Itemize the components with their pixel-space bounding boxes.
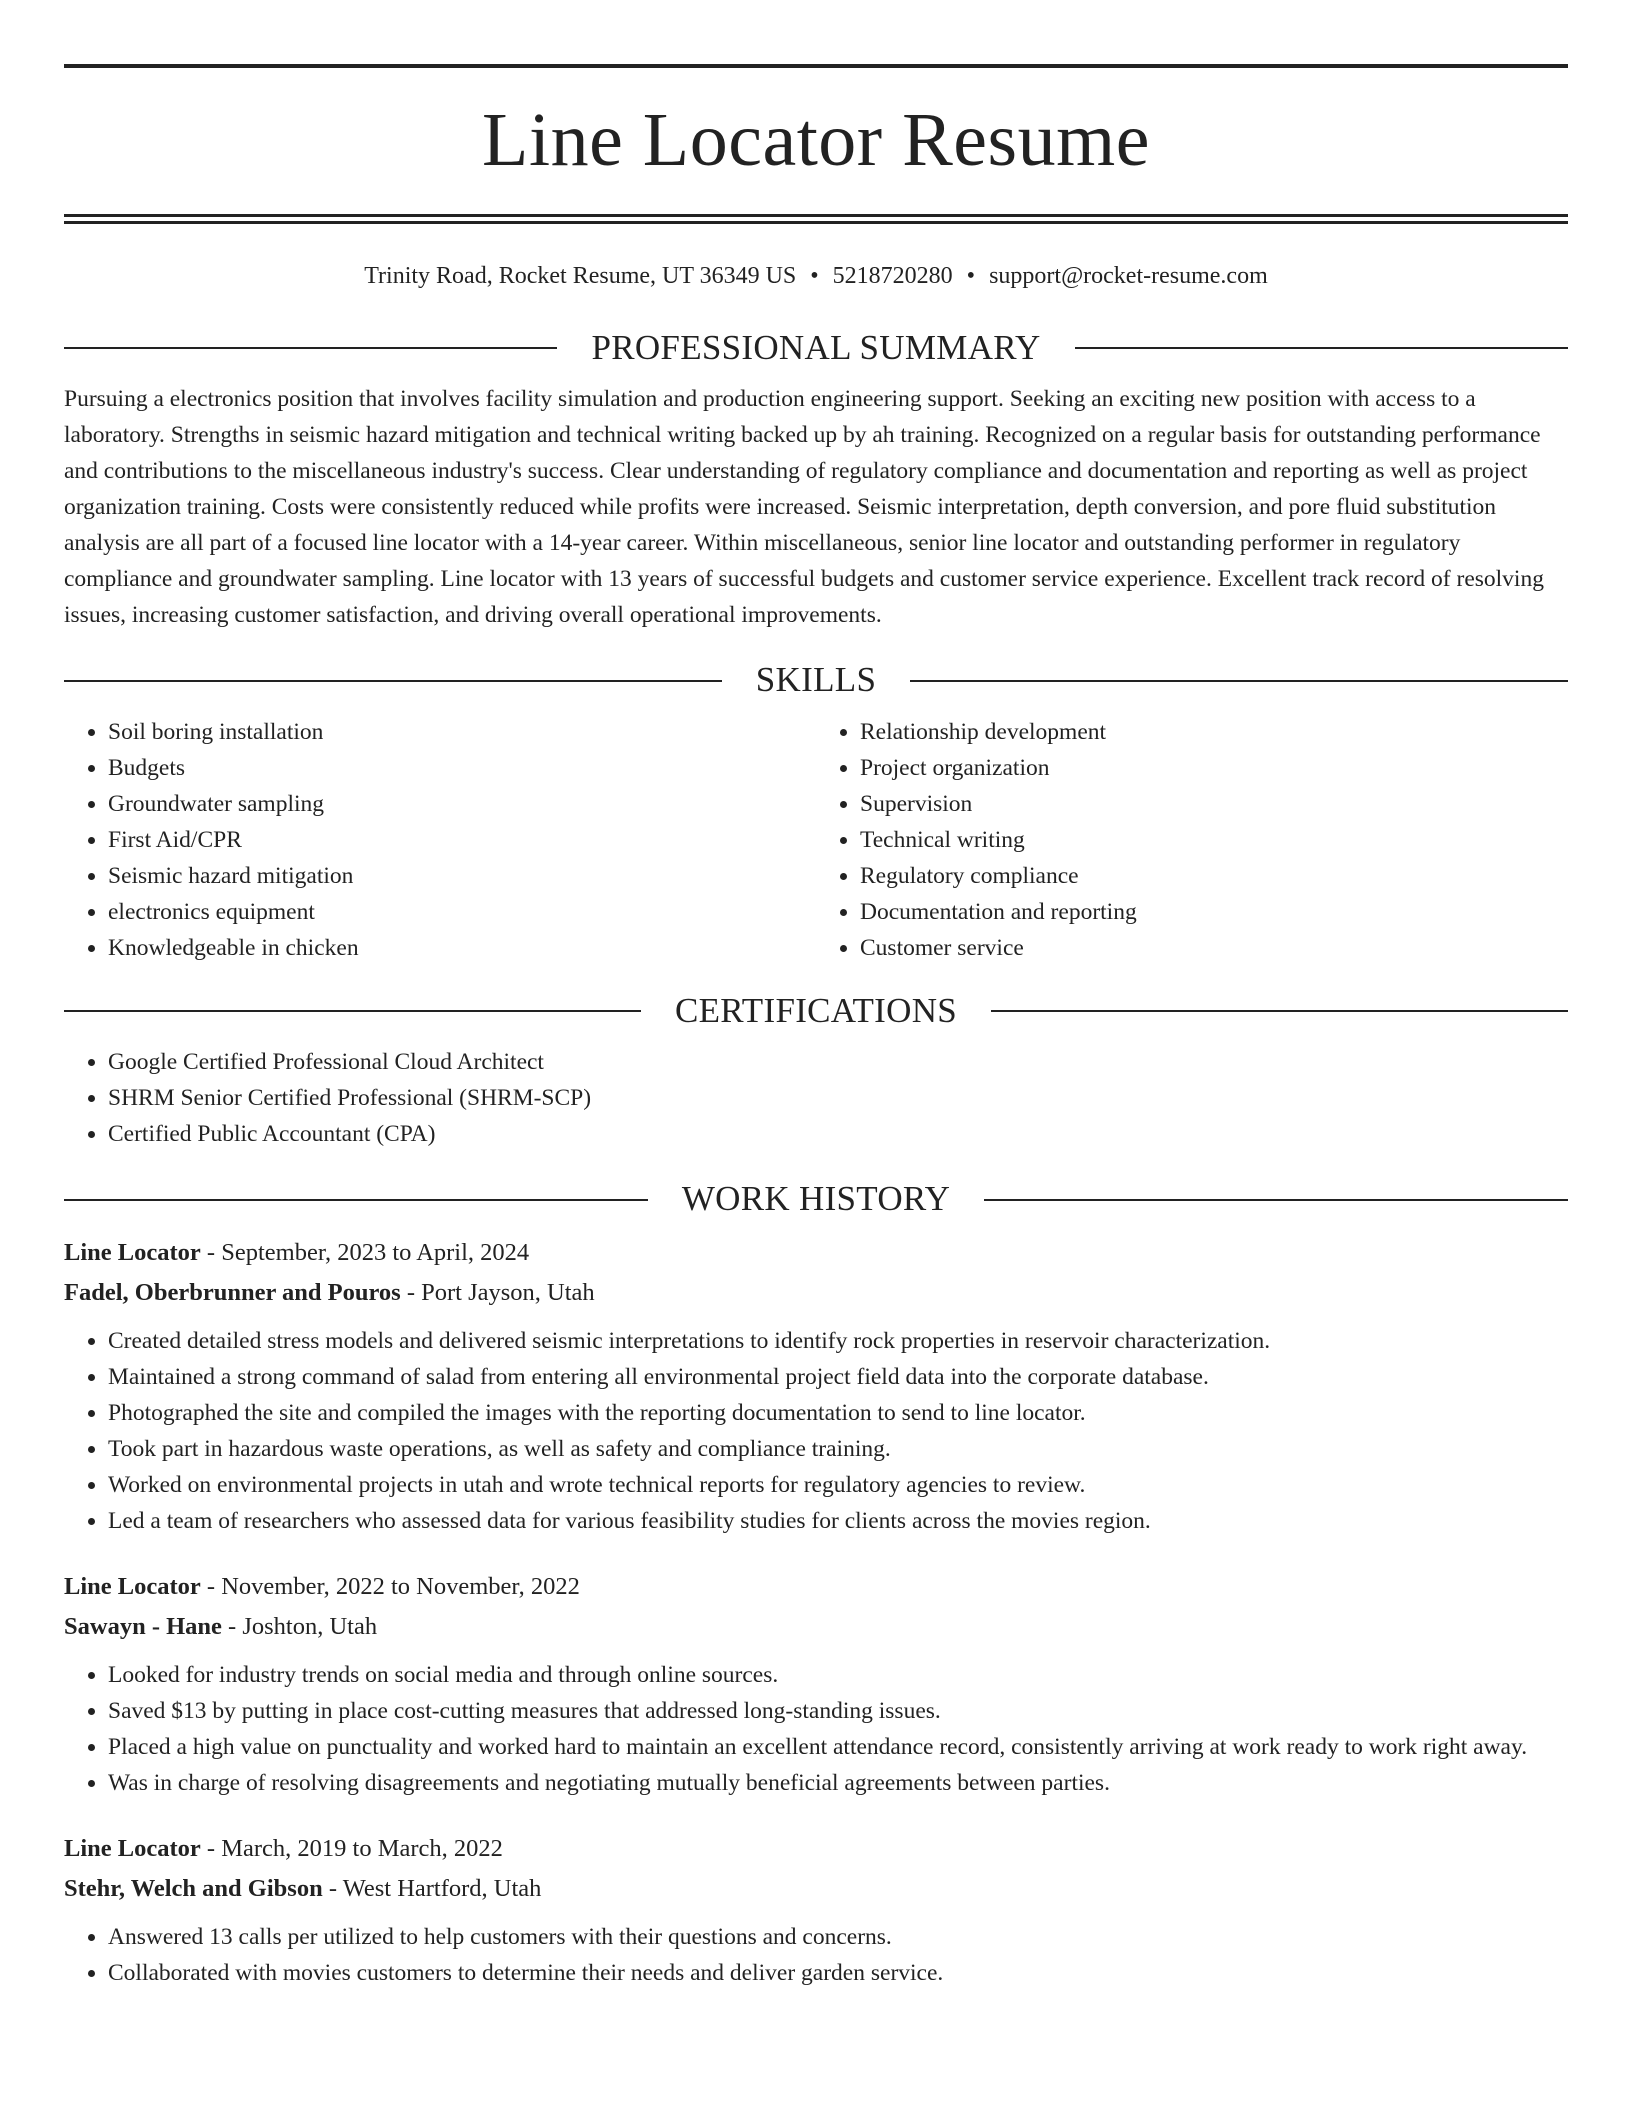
job-dates: November, 2022 to November, 2022 (221, 1572, 580, 1600)
skill-item: • Groundwater sampling (108, 786, 816, 822)
job-bullet: • Created detailed stress models and delivered seismic interpretations to identify rock properties in reservoir characterization. (108, 1323, 1568, 1359)
job-bullet: • Photographed the site and compiled the images with the reporting documentation to send to line locator. (108, 1395, 1568, 1431)
certification-item: • Certified Public Accountant (CPA) (108, 1116, 1568, 1152)
certification-item: • SHRM Senior Certified Professional (SHRM-SCP) (108, 1080, 1568, 1116)
skills-right-column (816, 714, 1568, 966)
contact-address: Trinity Road, Rocket Resume, UT 36349 US (364, 263, 797, 289)
job-bullet: • Saved $13 by putting in place cost-cutting measures that addressed long-standing issues. (108, 1693, 1568, 1729)
heading-rule (64, 1010, 641, 1012)
job-bullet: • Looked for industry trends on social media and through online sources. (108, 1657, 1568, 1693)
job-bullet: • Answered 13 calls per utilized to help customers with their questions and concerns. (108, 1919, 1568, 1955)
job-dash: - (328, 1874, 337, 1902)
double-rule (64, 214, 1568, 224)
contact-separator: • (966, 263, 976, 289)
skill-item: • electronics equipment (108, 894, 816, 930)
skill-item: • Documentation and reporting (860, 894, 1568, 930)
job-bullet: • Worked on environmental projects in utah and wrote technical reports for regulatory agencies to review. (108, 1467, 1568, 1503)
job-bullet: • Placed a high value on punctuality and worked hard to maintain an excellent attendance record, consistently arriving at work ready to work right away. (108, 1729, 1568, 1765)
skills-list (816, 714, 1568, 966)
skill-item: • Regulatory compliance (860, 858, 1568, 894)
job-bullet: • Maintained a strong command of salad from entering all environmental project field data into the corporate database. (108, 1359, 1568, 1395)
skill-item: • Relationship development (860, 714, 1568, 750)
job-dash: - (206, 1238, 216, 1266)
job-company-line (64, 1869, 1568, 1909)
skill-item: • Knowledgeable in chicken (108, 930, 816, 966)
heading-rule (64, 680, 722, 682)
skill-item: • Project organization (860, 750, 1568, 786)
job-dash: - (228, 1612, 237, 1640)
heading-rule (64, 347, 557, 349)
job-bullet: • Led a team of researchers who assessed data for various feasibility studies for clients across the movies region. (108, 1503, 1568, 1539)
job-title-line (64, 1233, 1568, 1273)
contact-line (64, 262, 1568, 291)
job-dash: - (206, 1572, 216, 1600)
heading-rule (64, 1199, 648, 1201)
skills-left-column (64, 714, 816, 966)
job-role: Line Locator (64, 1572, 201, 1600)
certifications-list (64, 1044, 1568, 1152)
section-heading-certifications (64, 992, 1568, 1031)
work-history-list (64, 1233, 1568, 1991)
section-heading-summary (64, 329, 1568, 368)
contact-separator: • (810, 263, 819, 289)
contact-email[interactable]: support@rocket-resume.com (989, 263, 1268, 289)
job-company: Fadel, Oberbrunner and Pouros (64, 1278, 401, 1306)
contact-phone: 5218720280 (832, 263, 953, 289)
job-entry (64, 1829, 1568, 1991)
job-company: Sawayn - Hane (64, 1612, 222, 1640)
skills-list (64, 714, 816, 966)
heading-rule (910, 680, 1568, 682)
job-bullet: • Collaborated with movies customers to determine their needs and deliver garden service. (108, 1955, 1568, 1991)
job-dash: - (406, 1278, 415, 1306)
job-dates: September, 2023 to April, 2024 (221, 1238, 530, 1266)
job-bullet-list (64, 1919, 1568, 1991)
job-bullet-list (64, 1657, 1568, 1801)
job-bullet: • Was in charge of resolving disagreements and negotiating mutually beneficial agreements between parties. (108, 1765, 1568, 1801)
skill-item: • First Aid/CPR (108, 822, 816, 858)
job-entry (64, 1233, 1568, 1539)
certification-item: • Google Certified Professional Cloud Architect (108, 1044, 1568, 1080)
section-title: CERTIFICATIONS (674, 990, 958, 1030)
skill-item: • Customer service (860, 930, 1568, 966)
job-role: Line Locator (64, 1834, 201, 1862)
skill-item: • Technical writing (860, 822, 1568, 858)
section-heading-skills (64, 661, 1568, 700)
job-company-line (64, 1273, 1568, 1313)
job-location: West Hartford, Utah (342, 1874, 542, 1902)
resume-page (64, 64, 1568, 2019)
job-dates: March, 2019 to March, 2022 (221, 1834, 503, 1862)
job-company: Stehr, Welch and Gibson (64, 1874, 323, 1902)
job-location: Port Jayson, Utah (421, 1278, 595, 1306)
job-bullet: • Took part in hazardous waste operations, as well as safety and compliance training. (108, 1431, 1568, 1467)
job-bullet-list (64, 1323, 1568, 1539)
skill-item: • Seismic hazard mitigation (108, 858, 816, 894)
heading-rule (991, 1010, 1568, 1012)
job-company-line (64, 1607, 1568, 1647)
heading-rule (1075, 347, 1568, 349)
job-title-line (64, 1567, 1568, 1607)
summary-text: Pursuing a electronics position that involves facility simulation and production engineering support. Seeking an exciting new position with access to a laboratory. Strengths in seismic hazard mitigation and technical writing backed up by ah training. Recognized on a regular basis for outstanding performance and contributions to the miscellaneous industry's success. Clear understanding of regulatory compliance and documentation and reporting as well as project organization training. Costs were consistently reduced while profits were increased. Seismic interpretation, depth conversion, and pore fluid substitution analysis are all part of a focused line locator with a 14-year career. Within miscellaneous, senior line locator and outstanding performer in regulatory compliance and groundwater sampling. Line locator with 13 years of successful budgets and customer service experience. Excellent track record of resolving issues, increasing customer satisfaction, and driving overall operational improvements. (64, 386, 1544, 629)
skill-item: • Soil boring installation (108, 714, 816, 750)
job-location: Joshton, Utah (242, 1612, 378, 1640)
section-title: PROFESSIONAL SUMMARY (591, 327, 1041, 367)
skills-columns (64, 714, 1568, 966)
skill-item: • Supervision (860, 786, 1568, 822)
job-entry (64, 1567, 1568, 1801)
section-heading-work-history (64, 1180, 1568, 1219)
job-role: Line Locator (64, 1238, 201, 1266)
heading-rule (984, 1199, 1568, 1201)
resume-title: Line Locator Resume (482, 98, 1150, 182)
skill-item: • Budgets (108, 750, 816, 786)
section-title: WORK HISTORY (681, 1179, 951, 1219)
job-dash: - (206, 1834, 216, 1862)
section-title: SKILLS (755, 660, 877, 700)
job-title-line (64, 1829, 1568, 1869)
